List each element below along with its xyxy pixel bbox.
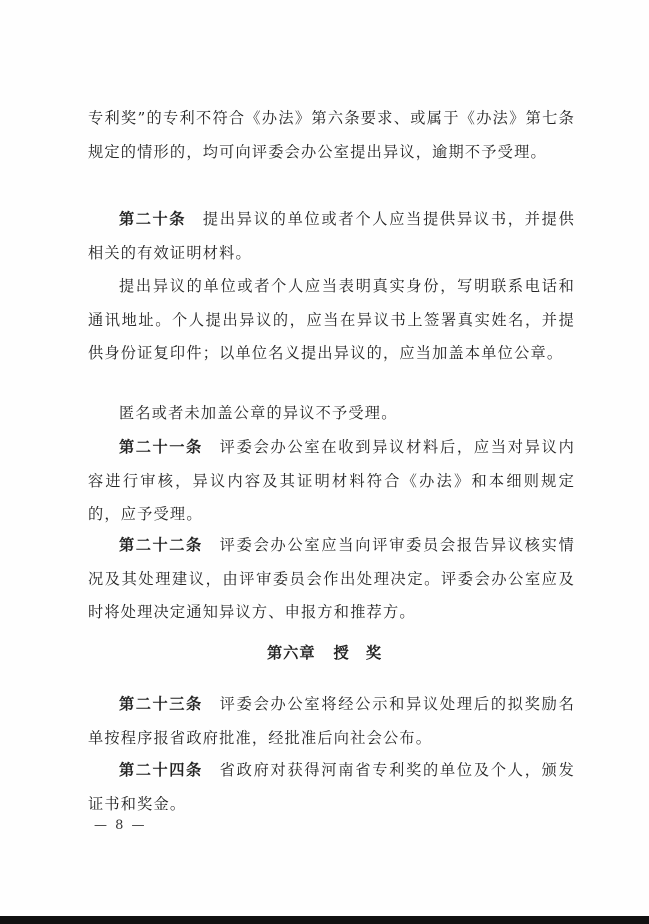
paragraph-text: 提出异议的单位或者个人应当表明真实身份，写明联系电话和通讯地址。个人提出异议的，应当在异议书上签署真实姓名，并提供身份证复印件；以单位名义提出异议的，应当加盖本单位公章。 (88, 277, 575, 362)
paragraph-continuation (88, 102, 575, 169)
anonymous-paragraph (88, 397, 575, 431)
article-24-paragraph (88, 754, 575, 821)
article-number: 第二十一条 (119, 438, 203, 456)
page-number: — 8 — (94, 818, 147, 833)
article-number: 第二十四条 (119, 761, 203, 779)
paragraph-text: 评委会办公室在收到异议材料后，应当对异议内容进行审核，异议内容及其证明材料符合《办法》和本细则规定的，应予受理。 (88, 438, 575, 523)
article-number: 第二十三条 (119, 695, 203, 713)
paragraph-text: 专利奖”的专利不符合《办法》第六条要求、或属于《办法》第七条规定的情形的，均可向评委会办公室提出异议，逾期不予受理。 (88, 109, 575, 161)
paragraph-text: 匿名或者未加盖公章的异议不予受理。 (119, 404, 398, 422)
article-number: 第二十条 (119, 210, 186, 228)
chapter-heading (0, 642, 649, 663)
paragraph-text: 评委会办公室将经公示和异议处理后的拟奖励名单按程序报省政府批准，经批准后向社会公布。 (88, 695, 575, 747)
article-21-paragraph (88, 431, 575, 532)
article-22-paragraph (88, 529, 575, 630)
paragraph-text: 评委会办公室应当向评审委员会报告异议核实情况及其处理建议，由评审委员会作出处理决定。评委会办公室应及时将处理决定通知异议方、申报方和推荐方。 (88, 536, 575, 621)
identity-paragraph (88, 270, 575, 371)
article-20-paragraph (88, 203, 575, 270)
chapter-title: 授 奖 (333, 644, 383, 662)
paragraph-text: 省政府对获得河南省专利奖的单位及个人，颁发证书和奖金。 (88, 761, 575, 813)
paragraph-text: 提出异议的单位或者个人应当提供异议书，并提供相关的有效证明材料。 (88, 210, 576, 262)
bottom-edge-bar (0, 916, 649, 924)
chapter-number: 第六章 (266, 644, 316, 662)
article-number: 第二十二条 (119, 536, 203, 554)
article-23-paragraph (88, 688, 575, 755)
